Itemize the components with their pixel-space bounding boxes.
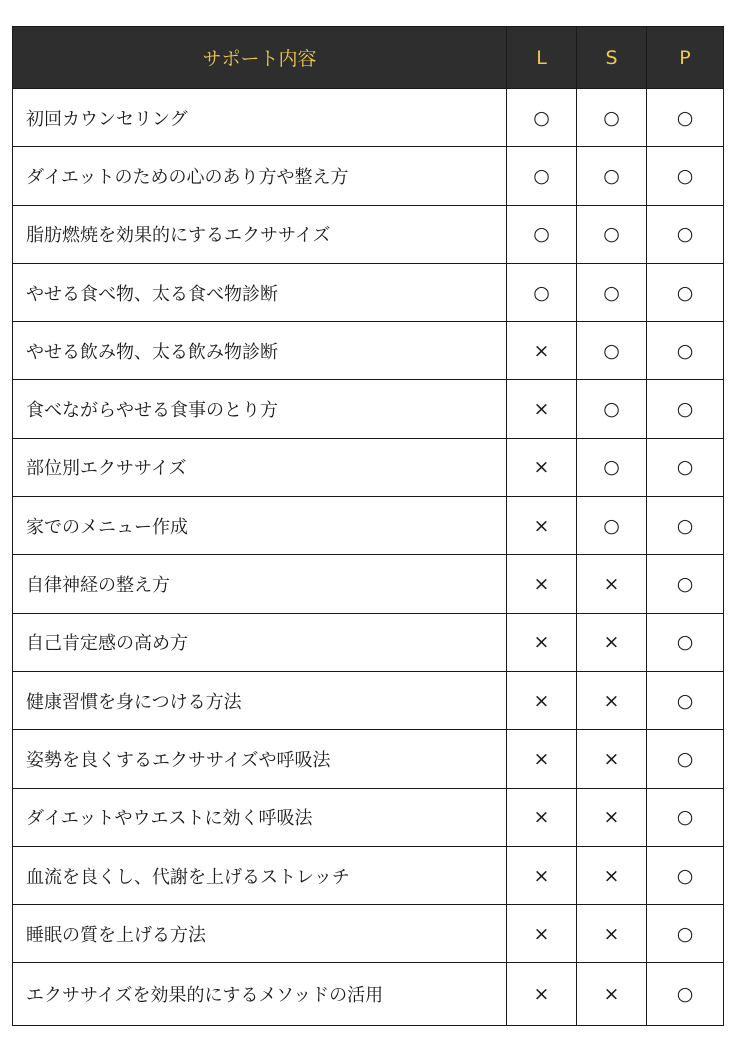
plan-s-mark: ○ (577, 263, 647, 321)
row-label: 食べながらやせる食事のとり方 (13, 380, 507, 438)
plan-l-mark: × (507, 438, 577, 496)
plan-l-mark: × (507, 963, 577, 1026)
row-label: 初回カウンセリング (13, 89, 507, 147)
plan-p-mark: ○ (647, 438, 724, 496)
plan-p-mark: ○ (647, 613, 724, 671)
plan-l-mark: × (507, 846, 577, 904)
table-row (13, 205, 724, 263)
table-row (13, 613, 724, 671)
table-row (13, 322, 724, 380)
support-comparison-table (12, 26, 724, 1026)
row-label: 姿勢を良くするエクササイズや呼吸法 (13, 730, 507, 788)
plan-s-mark: × (577, 788, 647, 846)
plan-s-mark: × (577, 846, 647, 904)
row-label: 健康習慣を身につける方法 (13, 671, 507, 729)
table-row (13, 671, 724, 729)
row-label: 家でのメニュー作成 (13, 497, 507, 555)
plan-s-mark: ○ (577, 147, 647, 205)
row-label: 脂肪燃焼を効果的にするエクササイズ (13, 205, 507, 263)
table-row (13, 905, 724, 963)
plan-p-mark: ○ (647, 322, 724, 380)
plan-l-mark: ○ (507, 147, 577, 205)
plan-s-mark: × (577, 730, 647, 788)
row-label: 自己肯定感の高め方 (13, 613, 507, 671)
row-label: 部位別エクササイズ (13, 438, 507, 496)
table-row (13, 788, 724, 846)
header-plan-s: S (577, 27, 647, 89)
plan-l-mark: × (507, 380, 577, 438)
plan-l-mark: × (507, 613, 577, 671)
plan-p-mark: ○ (647, 89, 724, 147)
row-label: ダイエットのための心のあり方や整え方 (13, 147, 507, 205)
plan-l-mark: × (507, 497, 577, 555)
plan-l-mark: × (507, 322, 577, 380)
plan-p-mark: ○ (647, 671, 724, 729)
plan-p-mark: ○ (647, 730, 724, 788)
plan-s-mark: × (577, 963, 647, 1026)
plan-s-mark: × (577, 905, 647, 963)
plan-p-mark: ○ (647, 147, 724, 205)
row-label: 自律神経の整え方 (13, 555, 507, 613)
plan-s-mark: ○ (577, 89, 647, 147)
plan-p-mark: ○ (647, 205, 724, 263)
header-plan-l: L (507, 27, 577, 89)
table-row (13, 147, 724, 205)
plan-p-mark: ○ (647, 788, 724, 846)
row-label: エクササイズを効果的にするメソッドの活用 (13, 963, 507, 1026)
plan-p-mark: ○ (647, 497, 724, 555)
plan-s-mark: ○ (577, 380, 647, 438)
plan-l-mark: ○ (507, 89, 577, 147)
table-row (13, 438, 724, 496)
table-row (13, 963, 724, 1026)
table-row (13, 555, 724, 613)
table-row (13, 263, 724, 321)
plan-s-mark: ○ (577, 322, 647, 380)
header-support-content: サポート内容 (13, 27, 507, 89)
header-plan-p: P (647, 27, 724, 89)
plan-l-mark: × (507, 671, 577, 729)
row-label: ダイエットやウエストに効く呼吸法 (13, 788, 507, 846)
row-label: やせる食べ物、太る食べ物診断 (13, 263, 507, 321)
plan-s-mark: ○ (577, 438, 647, 496)
plan-s-mark: × (577, 613, 647, 671)
table-row (13, 89, 724, 147)
plan-s-mark: × (577, 555, 647, 613)
plan-p-mark: ○ (647, 963, 724, 1026)
plan-s-mark: ○ (577, 497, 647, 555)
plan-l-mark: × (507, 555, 577, 613)
plan-s-mark: ○ (577, 205, 647, 263)
table-row (13, 730, 724, 788)
plan-p-mark: ○ (647, 846, 724, 904)
plan-p-mark: ○ (647, 263, 724, 321)
plan-l-mark: ○ (507, 205, 577, 263)
table-row (13, 380, 724, 438)
table-row (13, 497, 724, 555)
plan-p-mark: ○ (647, 555, 724, 613)
plan-l-mark: × (507, 730, 577, 788)
row-label: 血流を良くし、代謝を上げるストレッチ (13, 846, 507, 904)
plan-l-mark: × (507, 905, 577, 963)
plan-s-mark: × (577, 671, 647, 729)
plan-l-mark: × (507, 788, 577, 846)
plan-p-mark: ○ (647, 380, 724, 438)
plan-p-mark: ○ (647, 905, 724, 963)
plan-l-mark: ○ (507, 263, 577, 321)
table-header-row (13, 27, 724, 89)
table-row (13, 846, 724, 904)
row-label: 睡眠の質を上げる方法 (13, 905, 507, 963)
row-label: やせる飲み物、太る飲み物診断 (13, 322, 507, 380)
